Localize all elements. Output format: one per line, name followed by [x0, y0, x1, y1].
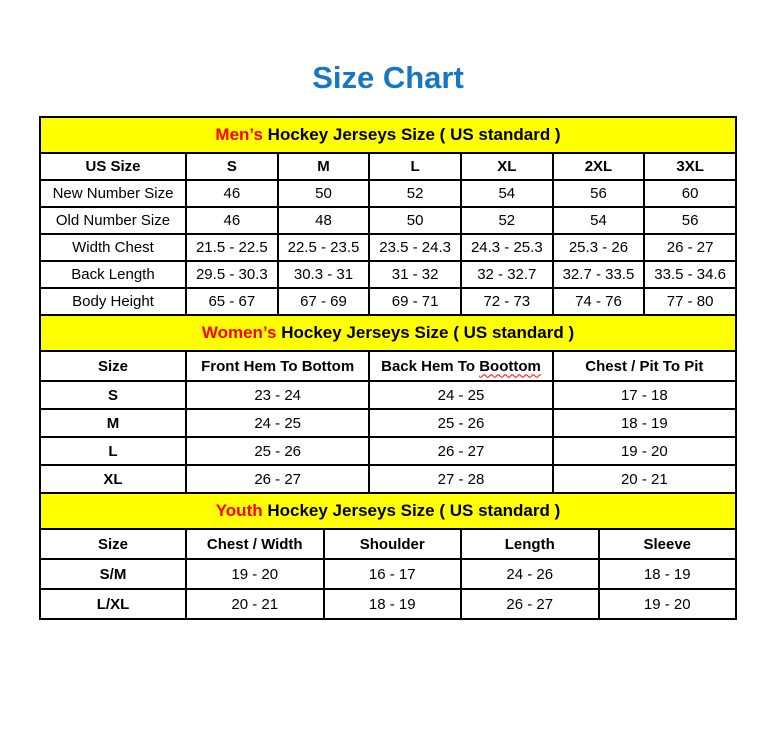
size-value-cell: 65 - 67: [186, 288, 278, 315]
size-value-cell: 48: [278, 207, 370, 234]
table-row: [40, 589, 736, 619]
row-label: M: [40, 409, 186, 437]
size-value-cell: 46: [186, 207, 278, 234]
size-value-cell: 21.5 - 22.5: [186, 234, 278, 261]
section-banner-youth: [39, 492, 737, 530]
column-header-misspelled: Back Hem To Boottom: [369, 351, 552, 381]
table-row: [40, 207, 736, 234]
size-value-cell: 33.5 - 34.6: [644, 261, 736, 288]
row-label: L/XL: [40, 589, 186, 619]
size-value-cell: 25.3 - 26: [553, 234, 645, 261]
size-value-cell: 52: [461, 207, 553, 234]
column-header: Chest / Width: [186, 529, 324, 559]
banner-text: Hockey Jerseys Size ( US standard ): [276, 323, 575, 342]
table-row: [40, 288, 736, 315]
row-label: Back Length: [40, 261, 186, 288]
size-value-cell: 18 - 19: [599, 559, 737, 589]
size-value-cell: 56: [644, 207, 736, 234]
size-value-cell: 24 - 25: [369, 381, 552, 409]
size-value-cell: 54: [461, 180, 553, 207]
column-header: 2XL: [553, 153, 645, 180]
size-value-cell: 32.7 - 33.5: [553, 261, 645, 288]
table-row: [40, 465, 736, 493]
column-header: Sleeve: [599, 529, 737, 559]
table-row: [40, 559, 736, 589]
column-header: S: [186, 153, 278, 180]
column-header: Shoulder: [324, 529, 462, 559]
size-value-cell: 26 - 27: [186, 465, 369, 493]
header-row: [40, 351, 736, 381]
section-banner-women: [39, 314, 737, 352]
size-value-cell: 26 - 27: [369, 437, 552, 465]
banner-text: Hockey Jerseys Size ( US standard ): [262, 501, 561, 520]
header-row: [40, 529, 736, 559]
table-row: [40, 409, 736, 437]
banner-text: Hockey Jerseys Size ( US standard ): [262, 125, 561, 144]
size-value-cell: 22.5 - 23.5: [278, 234, 370, 261]
size-value-cell: 27 - 28: [369, 465, 552, 493]
column-header: Length: [461, 529, 599, 559]
size-value-cell: 29.5 - 30.3: [186, 261, 278, 288]
size-value-cell: 24.3 - 25.3: [461, 234, 553, 261]
table-row: [40, 234, 736, 261]
column-header: Chest / Pit To Pit: [553, 351, 736, 381]
size-value-cell: 16 - 17: [324, 559, 462, 589]
size-value-cell: 24 - 25: [186, 409, 369, 437]
size-value-cell: 72 - 73: [461, 288, 553, 315]
size-value-cell: 52: [369, 180, 461, 207]
size-value-cell: 17 - 18: [553, 381, 736, 409]
table-row: [40, 381, 736, 409]
row-label: S: [40, 381, 186, 409]
size-chart-document: [0, 60, 776, 752]
size-value-cell: 67 - 69: [278, 288, 370, 315]
size-value-cell: 20 - 21: [186, 589, 324, 619]
size-value-cell: 20 - 21: [553, 465, 736, 493]
size-value-cell: 54: [553, 207, 645, 234]
size-value-cell: 19 - 20: [553, 437, 736, 465]
row-label: Body Height: [40, 288, 186, 315]
size-value-cell: 74 - 76: [553, 288, 645, 315]
size-value-cell: 46: [186, 180, 278, 207]
size-chart-page: [0, 60, 776, 620]
column-header: XL: [461, 153, 553, 180]
column-header: 3XL: [644, 153, 736, 180]
size-value-cell: 77 - 80: [644, 288, 736, 315]
size-value-cell: 19 - 20: [599, 589, 737, 619]
size-value-cell: 18 - 19: [553, 409, 736, 437]
size-chart-tables: [39, 116, 737, 620]
youth-size-table: [39, 528, 737, 620]
misspelled-word: Boottom: [479, 357, 541, 375]
size-value-cell: 60: [644, 180, 736, 207]
size-value-cell: 30.3 - 31: [278, 261, 370, 288]
row-label: S/M: [40, 559, 186, 589]
size-value-cell: 26 - 27: [644, 234, 736, 261]
table-row: [40, 261, 736, 288]
size-value-cell: 50: [278, 180, 370, 207]
size-value-cell: 31 - 32: [369, 261, 461, 288]
row-label: XL: [40, 465, 186, 493]
banner-highlight-word: Youth: [215, 501, 263, 520]
header-row: [40, 153, 736, 180]
page-title: Size Chart: [312, 60, 464, 95]
table-row: [40, 437, 736, 465]
size-value-cell: 25 - 26: [186, 437, 369, 465]
banner-highlight-word: Men’s: [215, 125, 263, 144]
size-value-cell: 24 - 26: [461, 559, 599, 589]
row-label: Old Number Size: [40, 207, 186, 234]
column-header: Front Hem To Bottom: [186, 351, 369, 381]
women-size-table: [39, 350, 737, 494]
size-value-cell: 23.5 - 24.3: [369, 234, 461, 261]
row-label: Width Chest: [40, 234, 186, 261]
size-value-cell: 23 - 24: [186, 381, 369, 409]
size-value-cell: 19 - 20: [186, 559, 324, 589]
table-row: [40, 180, 736, 207]
row-label: L: [40, 437, 186, 465]
banner-highlight-word: Women’s: [201, 323, 277, 342]
men-size-table: [39, 152, 737, 316]
column-header: Size: [40, 351, 186, 381]
size-value-cell: 50: [369, 207, 461, 234]
column-header: US Size: [40, 153, 186, 180]
size-value-cell: 25 - 26: [369, 409, 552, 437]
column-header: Size: [40, 529, 186, 559]
section-banner-men: [39, 116, 737, 154]
row-label: New Number Size: [40, 180, 186, 207]
column-header: M: [278, 153, 370, 180]
size-value-cell: 18 - 19: [324, 589, 462, 619]
size-value-cell: 32 - 32.7: [461, 261, 553, 288]
size-value-cell: 26 - 27: [461, 589, 599, 619]
size-value-cell: 69 - 71: [369, 288, 461, 315]
size-value-cell: 56: [553, 180, 645, 207]
column-header: L: [369, 153, 461, 180]
